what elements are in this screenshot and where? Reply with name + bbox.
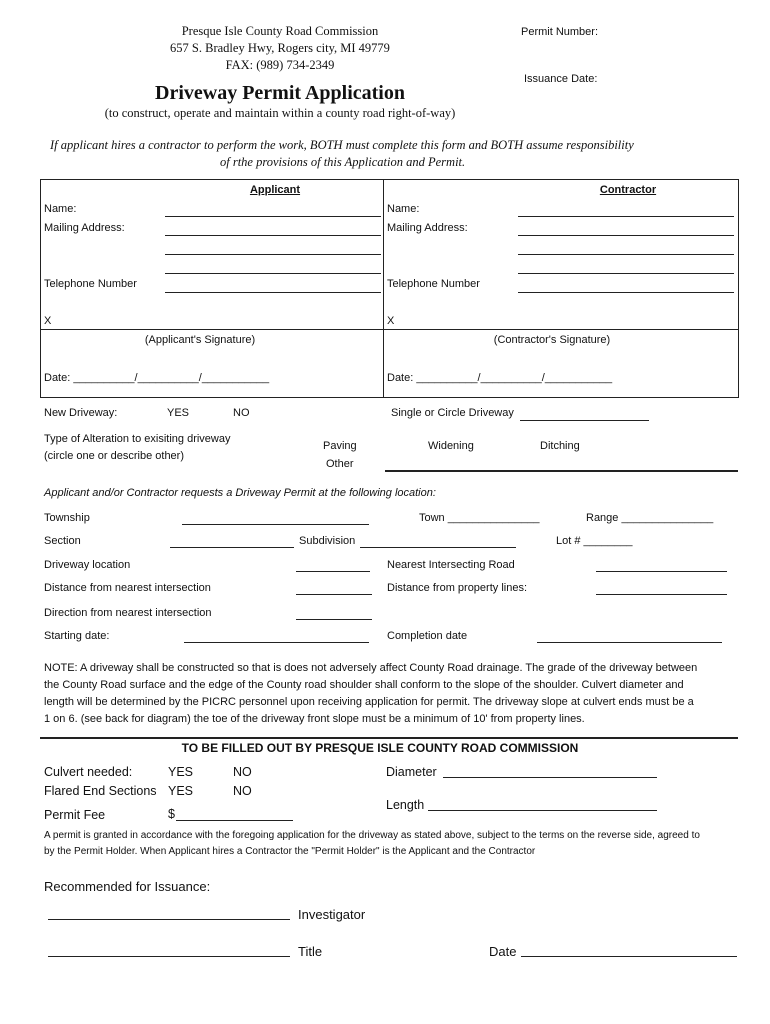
single-circle-label: Single or Circle Driveway [391,407,514,419]
permit-number-field[interactable] [611,26,727,40]
township-label: Township [44,512,90,524]
alteration-ditching[interactable]: Ditching [540,440,580,452]
distance-intersection-label: Distance from nearest intersection [44,582,211,594]
subdivision-label: Subdivision [299,535,356,547]
applicant-signature-x: X [44,315,52,327]
applicant-phone-label: Telephone Number [44,278,137,290]
completion-date-label: Completion date [387,630,468,642]
contractor-mailing-label: Mailing Address: [387,222,468,234]
page-title: Driveway Permit Application [155,82,405,104]
section-field[interactable] [170,547,294,548]
org-name: Presque Isle County Road Commission [181,24,379,38]
applicant-address-line-1[interactable] [165,235,381,236]
distance-property-field[interactable] [596,594,727,595]
contractor-signature-x: X [387,315,395,327]
diameter-label: Diameter [386,765,437,779]
date-label: Date [489,944,517,959]
applicant-address-line-2[interactable] [165,254,381,255]
applicant-date[interactable]: Date: __________/__________/___________ [44,372,270,384]
notice-line-1: If applicant hires a contractor to perform the work, BOTH must complete this form and BOTH assume responsibility [50,138,634,152]
office-divider [40,737,738,739]
applicant-phone-field[interactable] [165,292,381,293]
title-label: Title [298,944,323,959]
applicant-name-field[interactable] [165,216,381,217]
diameter-field[interactable] [443,777,657,778]
length-field[interactable] [428,810,657,811]
nearest-road-field[interactable] [596,571,727,572]
driveway-location-label: Driveway location [44,559,131,571]
alteration-other[interactable]: Other [326,458,354,470]
location-intro: Applicant and/or Contractor requests a Driveway Permit at the following location: [44,487,436,499]
flared-sections-label: Flared End Sections [44,784,157,798]
signature-separator [41,329,738,330]
applicant-heading: Applicant [249,184,301,196]
flared-yes[interactable]: YES [168,784,194,798]
contractor-name-field[interactable] [518,216,734,217]
driveway-location-field[interactable] [296,571,370,572]
contractor-phone-field[interactable] [518,292,734,293]
applicant-mailing-label: Mailing Address: [44,222,125,234]
note-line-1: NOTE: A driveway shall be constructed so that is does not adversely affect County Road drainage. The grade of the driveway between [44,662,698,674]
permit-number-label: Permit Number: [521,26,599,38]
investigator-label: Investigator [298,907,366,922]
culvert-needed-label: Culvert needed: [44,765,133,779]
office-heading: TO BE FILLED OUT BY PRESQUE ISLE COUNTY ROAD COMMISSION [181,741,579,755]
alteration-widening[interactable]: Widening [428,440,474,452]
recommended-label: Recommended for Issuance: [44,879,211,894]
parties-divider [383,179,384,397]
contractor-heading: Contractor [599,184,657,196]
contractor-signature-label: (Contractor's Signature) [493,334,611,346]
culvert-yes[interactable]: YES [168,765,194,779]
alteration-paving[interactable]: Paving [323,440,357,452]
note-line-2: the County Road surface and the edge of the County road shoulder shall conform to the slope of the shoulder. Culvert diameter and [44,679,684,691]
subdivision-field[interactable] [360,547,516,548]
contractor-name-label: Name: [387,203,420,215]
dollar-sign: $ [168,807,175,821]
page-subtitle: (to construct, operate and maintain within a county road right-of-way) [104,106,456,120]
contractor-address-line-3[interactable] [518,273,734,274]
contractor-address-line-1[interactable] [518,235,734,236]
distance-intersection-field[interactable] [296,594,372,595]
note-line-4: 1 on 6. (see back for diagram) the toe of the driveway front slope must be a minimum of 10' from property lines. [44,713,585,725]
applicant-address-line-3[interactable] [165,273,381,274]
org-fax: FAX: (989) 734-2349 [225,58,335,72]
culvert-no[interactable]: NO [233,765,252,779]
grant-line-1: A permit is granted in accordance with the foregoing application for the driveway as stated above, subject to the terms on the reverse side, agreed to [44,830,700,841]
alteration-label-1: Type of Alteration to exisiting driveway [44,433,231,445]
org-address: 657 S. Bradley Hwy, Rogers city, MI 49779 [170,41,390,55]
permit-fee-field[interactable] [176,820,293,821]
date-field[interactable] [521,956,737,957]
alteration-label-2: (circle one or describe other) [44,450,185,462]
direction-intersection-label: Direction from nearest intersection [44,607,212,619]
direction-intersection-field[interactable] [296,619,372,620]
note-line-3: length will be determined by the PICRC personnel upon receiving application for permit. The driveway slope at culvert ends must be a [44,696,694,708]
flared-no[interactable]: NO [233,784,252,798]
lot-label[interactable]: Lot # ________ [556,535,633,547]
distance-property-label: Distance from property lines: [387,582,527,594]
starting-date-label: Starting date: [44,630,110,642]
single-circle-field[interactable] [520,420,649,421]
alteration-other-field[interactable] [385,470,738,472]
permit-fee-label: Permit Fee [44,808,106,822]
investigator-field[interactable] [48,919,290,920]
applicant-signature-label: (Applicant's Signature) [144,334,256,346]
new-driveway-no[interactable]: NO [233,407,250,419]
issuance-date-field[interactable] [605,73,725,87]
contractor-address-line-2[interactable] [518,254,734,255]
township-field[interactable] [182,524,369,525]
contractor-phone-label: Telephone Number [387,278,480,290]
title-field[interactable] [48,956,290,957]
range-label[interactable]: Range _______________ [586,512,714,524]
new-driveway-yes[interactable]: YES [167,407,190,419]
town-label[interactable]: Town _______________ [419,512,540,524]
issuance-date-label: Issuance Date: [524,73,598,85]
grant-line-2: by the Permit Holder. When Applicant hires a Contractor the "Permit Holder" is the Applicant and the Contractor [44,846,536,857]
nearest-road-label: Nearest Intersecting Road [387,559,515,571]
section-label: Section [44,535,81,547]
completion-date-field[interactable] [537,642,722,643]
contractor-date[interactable]: Date: __________/__________/___________ [387,372,613,384]
applicant-name-label: Name: [44,203,77,215]
new-driveway-label: New Driveway: [44,407,118,419]
length-label: Length [386,798,425,812]
notice-line-2: of rthe provisions of this Application and Permit. [220,155,466,169]
starting-date-field[interactable] [184,642,369,643]
